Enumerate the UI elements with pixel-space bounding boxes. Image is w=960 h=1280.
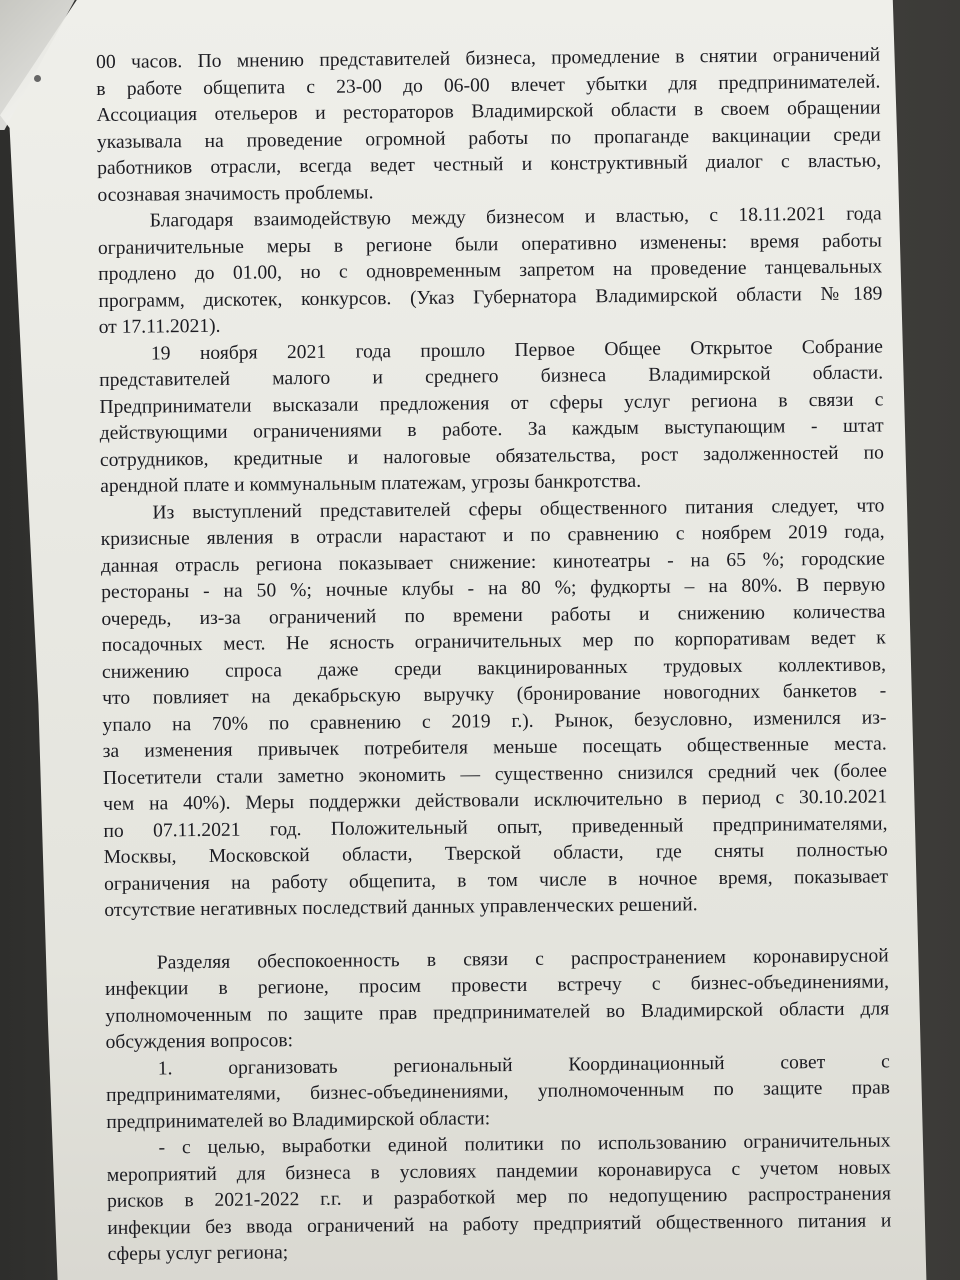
text-line: действующими ограничениями в работе. За каждым выступающим - штат: [99, 415, 884, 444]
text-line: осознавая значимость проблемы.: [97, 181, 374, 206]
paragraph-catering-crisis: [100, 493, 888, 925]
text-line: 1. организовать региональный Координационный совет с: [157, 1050, 890, 1079]
text-line: очередь, из-за ограничений по времени работы и снижению количества: [101, 600, 886, 630]
text-line: по 07.11.2021 год. Положительный опыт, приведенный предпринимателями,: [103, 812, 888, 842]
text-line: инфекции без ввода ограничений на работу предприятий общественного питания и: [107, 1209, 892, 1239]
text-line: снижению спроса даже среди вакцинированных трудовых коллективов,: [101, 653, 887, 683]
text-line: арендной плате и коммунальным платежам, угрозы банкротства.: [100, 470, 642, 497]
text-line: продлено до 01.00, но с одновременным запретом на проведение танцевальных: [98, 256, 883, 285]
text-line: работников отрасли, всегда ведет честный и конструктивный диалог с властью,: [97, 150, 882, 179]
text-line: Из выступлений представителей сферы общественного питания следует, что: [152, 494, 885, 523]
text-line: рисков в 2021-2022 г.г. и разработкой мер по недопущению распространения: [106, 1183, 892, 1212]
text-line: Благодаря взаимодействую между бизнесом и властью, с 18.11.2021 года: [149, 203, 882, 232]
text-line: ограничительные меры в регионе были оперативно изменены: время работы: [97, 229, 882, 259]
text-line: представителей малого и среднего бизнеса Владимирской области.: [99, 362, 884, 391]
text-line: что повлияет на декабрьскую выручку (бронирование новогодних банкетов -: [102, 680, 887, 709]
paragraph-business-dialogue: [98, 201, 883, 341]
paragraph-request: [105, 943, 890, 1057]
text-line: инфекции в регионе, просим провести встречу с бизнес-объединениями,: [104, 971, 890, 1000]
text-line: предпринимателей во Владимирской области:: [106, 1107, 491, 1133]
text-line: в работе общепита с 23-00 до 06-00 влечет убытки для предпринимателей.: [96, 70, 881, 100]
text-line: посадочных мест. Не ясность ограничительных мер по корпоративам ведет к: [101, 627, 886, 656]
text-line: программ, дискотек, конкурсов. (Указ Губернатора Владимирской области №189: [98, 282, 883, 312]
text-line: данная отрасль региона показывает снижение: кинотеатры - на 65 %; городские: [100, 547, 886, 577]
text-line: отсутствие негативных последствий данных управленческих решений.: [104, 894, 698, 921]
punch-hole: [34, 75, 41, 82]
text-line: ограничения на работу общепита, в том числе в ночное время, показывает: [103, 865, 889, 895]
text-line: сотрудников, кредитные и налоговые обязательства, рост задолженностей по: [99, 441, 885, 471]
text-line: Посетители стали заметно экономить — существенно снизился средний чек (более: [102, 759, 888, 789]
text-line: уполномоченным по защите прав предпринимателей во Владимирской области для: [105, 997, 890, 1027]
text-line: от 17.11.2021).: [98, 315, 221, 338]
list-item-1: [106, 1049, 891, 1136]
text-line: кризисные явления в отрасли нарастают и по сравнению с ноябрем 2019 года,: [100, 521, 885, 550]
text-line: обсуждения вопросов:: [105, 1030, 294, 1053]
document-body: [96, 42, 892, 1268]
text-line: упало на 70% по сравнению с 2019 г.). Рынок, безусловно, изменился из-: [102, 706, 887, 736]
text-line: Разделяя обеспокоенность в связи с распространением коронавирусной: [156, 944, 889, 973]
paragraph-continuation: [96, 42, 881, 209]
text-line: указывала на проведение огромной работы по пропаганде вакцинации среди: [96, 123, 881, 153]
text-line: рестораны - на 50 %; ночные клубы - на 80 %; фудкорты – на 80%. В первую: [101, 574, 886, 603]
paragraph-assembly: [99, 334, 884, 501]
text-line: предпринимателями, бизнес-объединениями, уполномоченным по защите прав: [105, 1077, 891, 1106]
text-line: сферы услуг региона;: [107, 1242, 289, 1265]
list-subitem: [106, 1128, 891, 1268]
text-line: - с целью, выработки единой политики по использованию ограничительных: [158, 1130, 891, 1159]
text-line: 19 ноября 2021 года прошло Первое Общее Открытое Собрание: [150, 335, 883, 364]
text-line: мероприятий для бизнеса в условиях пандемии коронавируса с учетом новых: [106, 1156, 891, 1186]
text-line: 00 часов. По мнению представителей бизнеса, промедление в снятии ограничений: [96, 44, 881, 73]
text-line: чем на 40%). Меры поддержки действовали исключительно в период с 30.10.2021: [103, 786, 888, 815]
text-line: Москвы, Московской области, Тверской области, где сняты полностью: [103, 839, 888, 868]
text-line: за изменения привычек потребителя меньше посещать общественные места.: [102, 733, 887, 762]
text-line: Ассоциация отельеров и рестораторов Владимирской области в своем обращении: [96, 97, 881, 126]
text-line: Предприниматели высказали предложения от сферы услуг региона в связи с: [99, 388, 884, 418]
